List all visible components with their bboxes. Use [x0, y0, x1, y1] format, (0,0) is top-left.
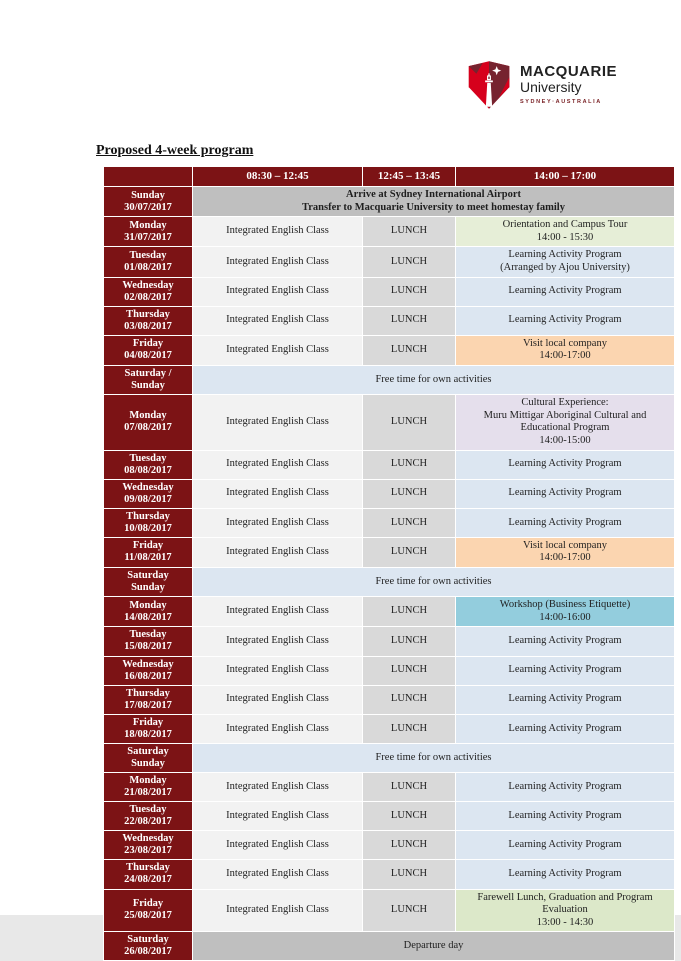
morning-class-cell: Integrated English Class [193, 656, 363, 685]
table-row [104, 366, 675, 395]
table-row [104, 773, 675, 802]
table-row [104, 306, 675, 335]
day-cell: Saturday / Sunday [104, 366, 193, 395]
day-cell: Monday 14/08/2017 [104, 597, 193, 627]
afternoon-activity-cell: Workshop (Business Etiquette) 14:00-16:00 [456, 597, 675, 627]
lunch-cell: LUNCH [363, 306, 456, 335]
day-cell: Saturday 26/08/2017 [104, 932, 193, 961]
day-cell: Friday 04/08/2017 [104, 335, 193, 365]
table-row [104, 568, 675, 597]
day-cell: Tuesday 22/08/2017 [104, 802, 193, 831]
lunch-cell: LUNCH [363, 479, 456, 508]
afternoon-activity-cell: Learning Activity Program [456, 656, 675, 685]
afternoon-activity-cell: Farewell Lunch, Graduation and Program Evaluation 13:00 - 14:30 [456, 889, 675, 932]
morning-class-cell: Integrated English Class [193, 537, 363, 567]
full-day-cell: Departure day [193, 932, 675, 961]
afternoon-activity-cell: Visit local company 14:00-17:00 [456, 537, 675, 567]
day-cell: Friday 25/08/2017 [104, 889, 193, 932]
logo-text [520, 60, 617, 105]
afternoon-activity-cell: Learning Activity Program [456, 277, 675, 306]
day-cell: Thursday 24/08/2017 [104, 860, 193, 889]
morning-class-cell: Integrated English Class [193, 395, 363, 450]
logo-name: MACQUARIE [520, 63, 617, 80]
day-cell: Friday 11/08/2017 [104, 537, 193, 567]
afternoon-activity-cell: Learning Activity Program [456, 479, 675, 508]
lunch-cell: LUNCH [363, 395, 456, 450]
lunch-cell: LUNCH [363, 450, 456, 479]
lunch-cell: LUNCH [363, 508, 456, 537]
morning-class-cell: Integrated English Class [193, 277, 363, 306]
day-cell: Thursday 03/08/2017 [104, 306, 193, 335]
header-day-column [104, 167, 193, 187]
morning-class-cell: Integrated English Class [193, 247, 363, 277]
table-header-row [104, 167, 675, 187]
lunch-cell: LUNCH [363, 831, 456, 860]
table-row [104, 685, 675, 714]
afternoon-activity-cell: Learning Activity Program [456, 306, 675, 335]
day-cell: Monday 21/08/2017 [104, 773, 193, 802]
day-cell: Thursday 10/08/2017 [104, 508, 193, 537]
full-day-cell: Free time for own activities [193, 568, 675, 597]
table-row [104, 277, 675, 306]
afternoon-activity-cell: Learning Activity Program [456, 450, 675, 479]
morning-class-cell: Integrated English Class [193, 685, 363, 714]
afternoon-activity-cell: Cultural Experience: Muru Mittigar Aboriginal Cultural and Educational Program 14:00-15:00 [456, 395, 675, 450]
afternoon-activity-cell: Learning Activity Program [456, 773, 675, 802]
lunch-cell: LUNCH [363, 217, 456, 247]
table-row [104, 860, 675, 889]
table-row [104, 187, 675, 217]
logo-tagline: SYDNEY·AUSTRALIA [520, 99, 602, 106]
table-row [104, 217, 675, 247]
table-row [104, 335, 675, 365]
lighthouse-window [488, 77, 489, 79]
macquarie-logo [468, 60, 617, 110]
morning-class-cell: Integrated English Class [193, 714, 363, 743]
table-row [104, 889, 675, 932]
table-row [104, 597, 675, 627]
morning-class-cell: Integrated English Class [193, 508, 363, 537]
afternoon-activity-cell: Orientation and Campus Tour 14:00 - 15:30 [456, 217, 675, 247]
lunch-cell: LUNCH [363, 889, 456, 932]
morning-class-cell: Integrated English Class [193, 335, 363, 365]
morning-class-cell: Integrated English Class [193, 217, 363, 247]
day-cell: Friday 18/08/2017 [104, 714, 193, 743]
morning-class-cell: Integrated English Class [193, 627, 363, 656]
table-row [104, 627, 675, 656]
table-row [104, 932, 675, 961]
day-cell: Wednesday 09/08/2017 [104, 479, 193, 508]
table-row [104, 802, 675, 831]
program-table-body [104, 187, 675, 961]
day-cell: Tuesday 08/08/2017 [104, 450, 193, 479]
table-row [104, 479, 675, 508]
day-cell: Tuesday 15/08/2017 [104, 627, 193, 656]
day-cell: Wednesday 02/08/2017 [104, 277, 193, 306]
table-row [104, 537, 675, 567]
table-row [104, 508, 675, 537]
afternoon-activity-cell: Visit local company 14:00-17:00 [456, 335, 675, 365]
lunch-cell: LUNCH [363, 802, 456, 831]
table-row [104, 831, 675, 860]
macquarie-shield-lighthouse-icon [468, 60, 510, 110]
morning-class-cell: Integrated English Class [193, 860, 363, 889]
table-row [104, 656, 675, 685]
day-cell: Monday 31/07/2017 [104, 217, 193, 247]
table-row [104, 714, 675, 743]
afternoon-activity-cell: Learning Activity Program [456, 802, 675, 831]
program-table [103, 166, 675, 961]
lunch-cell: LUNCH [363, 656, 456, 685]
morning-class-cell: Integrated English Class [193, 802, 363, 831]
header-lunch-slot: 12:45 – 13:45 [363, 167, 456, 187]
lunch-cell: LUNCH [363, 773, 456, 802]
full-day-cell: Free time for own activities [193, 366, 675, 395]
morning-class-cell: Integrated English Class [193, 889, 363, 932]
table-row [104, 247, 675, 277]
logo-subname: University [520, 78, 582, 95]
full-day-cell: Free time for own activities [193, 743, 675, 772]
header-afternoon-slot: 14:00 – 17:00 [456, 167, 675, 187]
morning-class-cell: Integrated English Class [193, 479, 363, 508]
afternoon-activity-cell: Learning Activity Program [456, 714, 675, 743]
afternoon-activity-cell: Learning Activity Program (Arranged by Ajou University) [456, 247, 675, 277]
day-cell: Tuesday 01/08/2017 [104, 247, 193, 277]
lunch-cell: LUNCH [363, 860, 456, 889]
morning-class-cell: Integrated English Class [193, 450, 363, 479]
day-cell: Sunday 30/07/2017 [104, 187, 193, 217]
day-cell: Saturday Sunday [104, 568, 193, 597]
lunch-cell: LUNCH [363, 277, 456, 306]
morning-class-cell: Integrated English Class [193, 773, 363, 802]
afternoon-activity-cell: Learning Activity Program [456, 860, 675, 889]
table-row [104, 395, 675, 450]
lunch-cell: LUNCH [363, 537, 456, 567]
day-cell: Saturday Sunday [104, 743, 193, 772]
full-day-cell: Arrive at Sydney International Airport Transfer to Macquarie University to meet homestay family [193, 187, 675, 217]
morning-class-cell: Integrated English Class [193, 306, 363, 335]
morning-class-cell: Integrated English Class [193, 831, 363, 860]
day-cell: Wednesday 23/08/2017 [104, 831, 193, 860]
afternoon-activity-cell: Learning Activity Program [456, 831, 675, 860]
day-cell: Monday 07/08/2017 [104, 395, 193, 450]
table-row [104, 450, 675, 479]
afternoon-activity-cell: Learning Activity Program [456, 685, 675, 714]
page-title: Proposed 4-week program [96, 143, 254, 158]
morning-class-cell: Integrated English Class [193, 597, 363, 627]
lunch-cell: LUNCH [363, 335, 456, 365]
afternoon-activity-cell: Learning Activity Program [456, 508, 675, 537]
lunch-cell: LUNCH [363, 597, 456, 627]
lunch-cell: LUNCH [363, 247, 456, 277]
afternoon-activity-cell: Learning Activity Program [456, 627, 675, 656]
day-cell: Wednesday 16/08/2017 [104, 656, 193, 685]
day-cell: Thursday 17/08/2017 [104, 685, 193, 714]
lunch-cell: LUNCH [363, 685, 456, 714]
lunch-cell: LUNCH [363, 627, 456, 656]
lunch-cell: LUNCH [363, 714, 456, 743]
header-morning-slot: 08:30 – 12:45 [193, 167, 363, 187]
table-row [104, 743, 675, 772]
